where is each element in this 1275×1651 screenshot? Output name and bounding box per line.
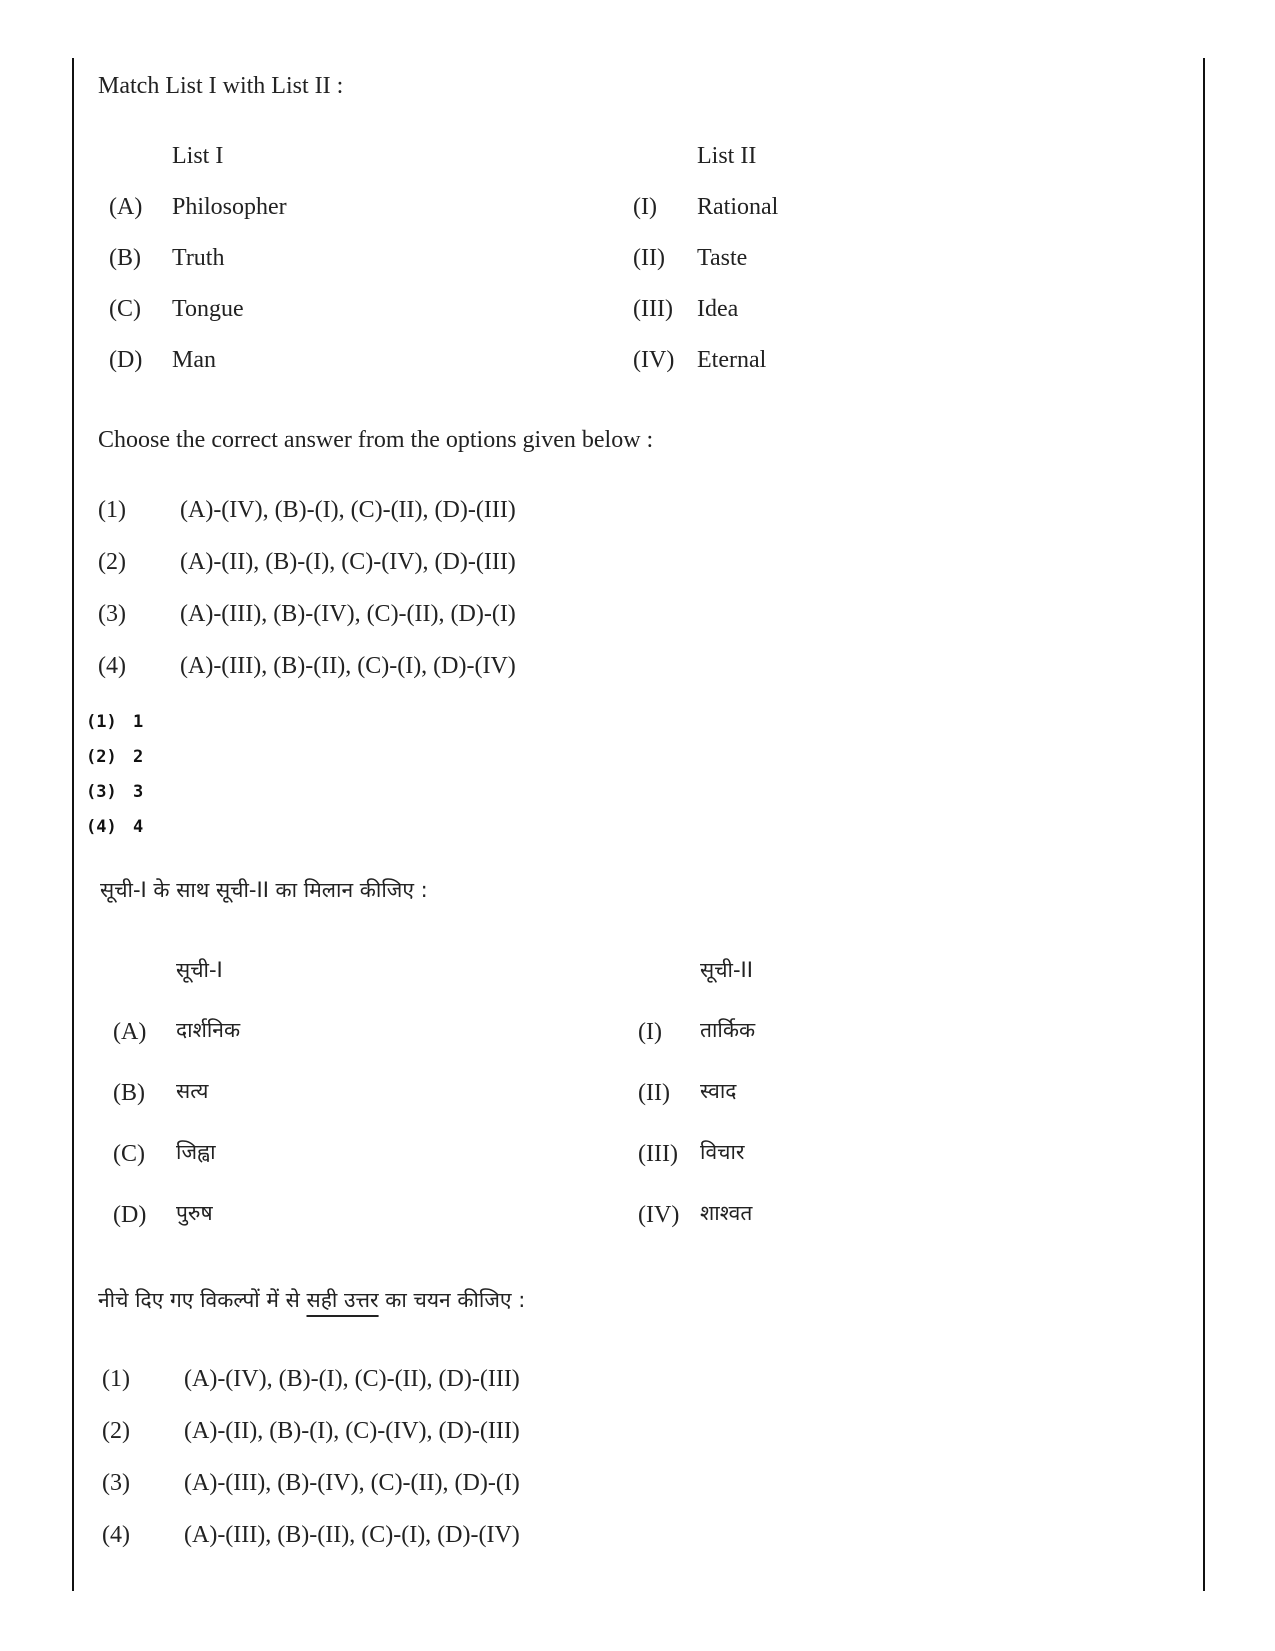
hindi-list1-label-d: (D): [113, 1202, 147, 1228]
option-text: (A)-(II), (B)-(I), (C)-(IV), (D)-(III): [180, 549, 516, 575]
hindi-option-number: (1): [102, 1366, 130, 1392]
hindi-option-text: (A)-(III), (B)-(IV), (C)-(II), (D)-(I): [184, 1470, 520, 1496]
list2-item-ii: Taste: [697, 245, 748, 271]
list1-label-b: (B): [109, 245, 141, 271]
answer-choice-number: (2): [86, 747, 117, 767]
answer-choice-value: 1: [132, 712, 144, 732]
hindi-list2-header: सूची-II: [700, 958, 753, 982]
question-prompt-hindi: सूची-I के साथ सूची-II का मिलान कीजिए :: [100, 878, 428, 902]
hindi-option-number: (3): [102, 1470, 130, 1496]
choose-instruction-hindi-part2: का चयन कीजिए :: [378, 1288, 526, 1312]
answer-choice-3[interactable]: [86, 784, 143, 801]
option-number: (3): [98, 601, 126, 627]
option-number: (4): [98, 653, 126, 679]
option-text: (A)-(IV), (B)-(I), (C)-(II), (D)-(III): [180, 497, 516, 523]
hindi-option-text: (A)-(II), (B)-(I), (C)-(IV), (D)-(III): [184, 1418, 520, 1444]
list1-label-a: (A): [109, 194, 143, 220]
option-number: (1): [98, 497, 126, 523]
hindi-option-text: (A)-(III), (B)-(II), (C)-(I), (D)-(IV): [184, 1522, 520, 1548]
hindi-option-text: (A)-(IV), (B)-(I), (C)-(II), (D)-(III): [184, 1366, 520, 1392]
option-number: (2): [98, 549, 126, 575]
hindi-list1-label-a: (A): [113, 1019, 147, 1045]
hindi-list1-item-a: दार्शनिक: [176, 1018, 241, 1042]
hindi-list1-item-b: सत्य: [176, 1079, 209, 1103]
hindi-option-number: (4): [102, 1522, 130, 1548]
list1-item-d: Man: [172, 347, 216, 373]
list2-label-iii: (III): [633, 296, 673, 322]
list1-item-b: Truth: [172, 245, 225, 271]
list1-label-d: (D): [109, 347, 143, 373]
hindi-list2-item-iii: विचार: [700, 1140, 745, 1164]
hindi-list1-header: सूची-I: [176, 958, 223, 982]
list2-label-iv: (IV): [633, 347, 675, 373]
list2-item-iv: Eternal: [697, 347, 767, 373]
list1-header: List I: [172, 143, 224, 169]
hindi-list2-item-iv: शाश्वत: [700, 1201, 753, 1225]
answer-choice-number: (1): [86, 712, 117, 732]
list2-item-i: Rational: [697, 194, 779, 220]
hindi-list2-item-i: तार्किक: [700, 1018, 756, 1042]
list1-item-c: Tongue: [172, 296, 244, 322]
list2-header: List II: [697, 143, 757, 169]
list1-item-a: Philosopher: [172, 194, 287, 220]
choose-instruction-hindi-part1: नीचे दिए गए विकल्पों में से: [98, 1288, 307, 1312]
hindi-list1-item-c: जिह्वा: [176, 1140, 216, 1164]
hindi-list2-label-iii: (III): [638, 1141, 678, 1167]
list2-label-ii: (II): [633, 245, 665, 271]
choose-instruction-hindi-emphasis: सही उत्तर: [306, 1288, 379, 1312]
hindi-list2-label-iv: (IV): [638, 1202, 680, 1228]
hindi-option-number: (2): [102, 1418, 130, 1444]
hindi-list1-label-c: (C): [113, 1141, 145, 1167]
answer-choice-4[interactable]: [86, 819, 143, 836]
list2-label-i: (I): [633, 194, 657, 220]
answer-choice-value: 3: [132, 782, 144, 802]
answer-choice-number: (3): [86, 782, 117, 802]
answer-choice-value: 2: [132, 747, 144, 767]
option-text: (A)-(III), (B)-(II), (C)-(I), (D)-(IV): [180, 653, 516, 679]
answer-choice-2[interactable]: [86, 749, 143, 766]
list2-item-iii: Idea: [697, 296, 739, 322]
question-prompt-english: Match List I with List II :: [98, 73, 344, 99]
hindi-list1-item-d: पुरुष: [176, 1201, 213, 1225]
left-margin-rule: [72, 58, 74, 1591]
choose-instruction-hindi: [98, 1290, 525, 1311]
answer-choice-value: 4: [132, 817, 144, 837]
hindi-list2-label-ii: (II): [638, 1080, 670, 1106]
hindi-list1-label-b: (B): [113, 1080, 145, 1106]
answer-choice-1[interactable]: [86, 714, 143, 731]
hindi-list2-label-i: (I): [638, 1019, 662, 1045]
answer-choice-number: (4): [86, 817, 117, 837]
option-text: (A)-(III), (B)-(IV), (C)-(II), (D)-(I): [180, 601, 516, 627]
list1-label-c: (C): [109, 296, 141, 322]
choose-instruction-english: Choose the correct answer from the options given below :: [98, 427, 654, 453]
hindi-list2-item-ii: स्वाद: [700, 1079, 737, 1103]
right-margin-rule: [1203, 58, 1205, 1591]
